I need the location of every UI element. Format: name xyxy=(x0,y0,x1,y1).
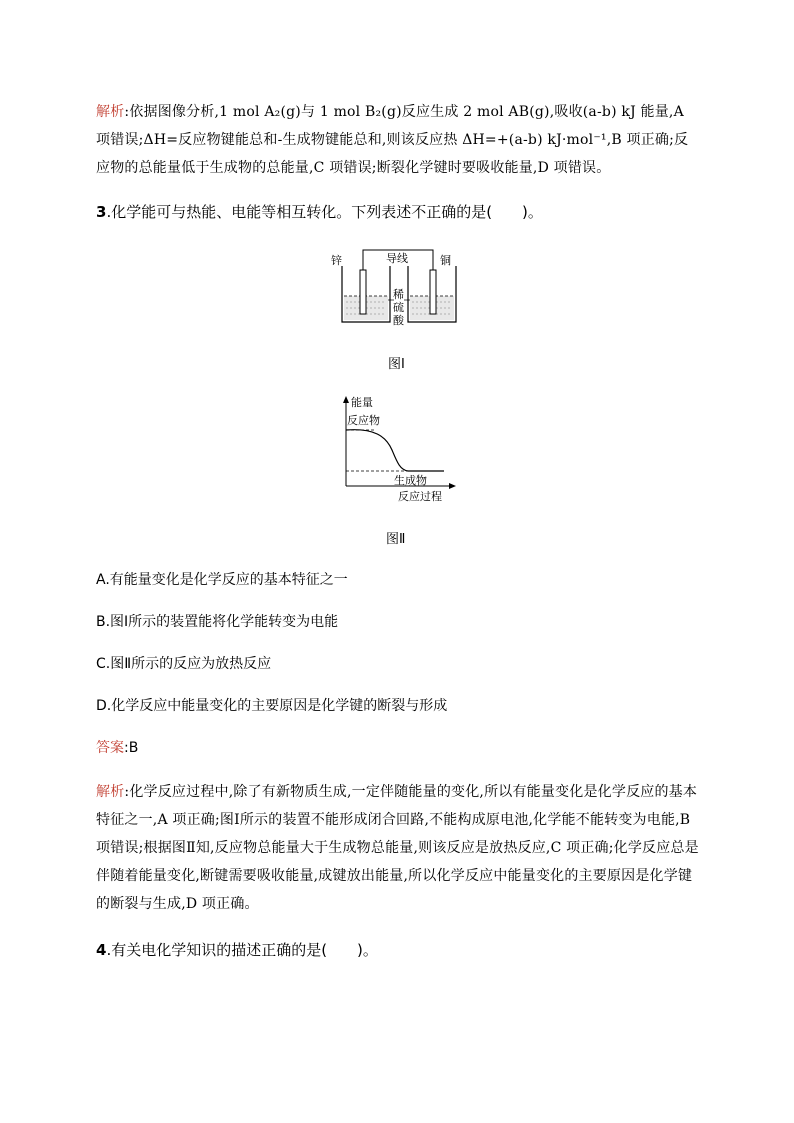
answer-line xyxy=(96,738,138,758)
analysis-text-2: :化学反应过程中,除了有新物质生成,一定伴随能量的变化,所以有能量变化是化学反应的基本特征之一,A 项正确;图Ⅰ所示的装置不能形成闭合回路,不能构成原电池,化学能不能转变为电能,B 项错误;根据图Ⅱ知,反应物总能量大于生成物总能量,则该反应是放热反应,C 项正确;化学反应总是伴随着能量变化,断键需要吸收能量,成键放出能量,所以化学反应中能量变化的主要原因是化学键的断裂与生成,D 项正确。 xyxy=(96,784,699,912)
question-3 xyxy=(96,198,701,226)
copper-label: 铜 xyxy=(440,254,451,267)
analysis-label-2: 解析 xyxy=(96,784,125,800)
wire-label: 导线 xyxy=(386,252,408,265)
question-text-4: .有关电化学知识的描述正确的是( )。 xyxy=(106,941,378,959)
y-axis-label: 能量 xyxy=(351,396,373,409)
question-number-4: 4 xyxy=(96,941,107,959)
figure-2-caption: 图Ⅱ xyxy=(386,532,406,547)
figure-1-apparatus xyxy=(330,244,465,334)
x-axis-label: 反应过程 xyxy=(398,490,442,503)
answer-value: :B xyxy=(124,740,139,756)
reactant-label: 反应物 xyxy=(347,414,380,427)
question-text: .化学能可与热能、电能等相互转化。下列表述不正确的是( )。 xyxy=(106,203,543,221)
option-b: B.图Ⅰ所示的装置能将化学能转变为电能 xyxy=(96,614,339,630)
analysis-text: :依据图像分析,1 mol A₂(g)与 1 mol B₂(g)反应生成 2 mol AB(g),吸收(a-b) kJ 能量,A 项错误;ΔH=反应物键能总和-生成物键能总和,则该反应热 ΔH=+(a-b) kJ·mol⁻¹,B 项正确;反应物的总能量低于生成物的总能量,C 项错误;断裂化学键时要吸收能量,D 项错误。 xyxy=(96,104,689,176)
analysis-label: 解析 xyxy=(96,104,125,120)
y-axis-arrow xyxy=(343,396,349,403)
x-axis-arrow xyxy=(449,483,456,489)
analysis-paragraph-2 xyxy=(96,778,701,918)
figure-2-energy-diagram xyxy=(334,390,464,505)
option-c: C.图Ⅱ所示的反应为放热反应 xyxy=(96,656,272,672)
question-4 xyxy=(96,936,701,964)
acid-label-3: 酸 xyxy=(393,314,404,327)
zinc-label: 锌 xyxy=(331,254,342,267)
answer-label: 答案 xyxy=(96,740,124,756)
zinc-electrode xyxy=(360,270,366,314)
option-d: D.化学反应中能量变化的主要原因是化学键的断裂与形成 xyxy=(96,698,448,714)
option-a: A.有能量变化是化学反应的基本特征之一 xyxy=(96,572,348,588)
analysis-paragraph-1 xyxy=(96,98,701,182)
copper-electrode xyxy=(430,270,436,314)
acid-label-2: 硫 xyxy=(393,301,404,314)
acid-label-1: 稀 xyxy=(393,288,404,301)
question-number: 3 xyxy=(96,203,107,221)
figure-1-caption: 图Ⅰ xyxy=(388,357,405,372)
energy-curve xyxy=(346,430,444,471)
product-label: 生成物 xyxy=(394,474,427,487)
